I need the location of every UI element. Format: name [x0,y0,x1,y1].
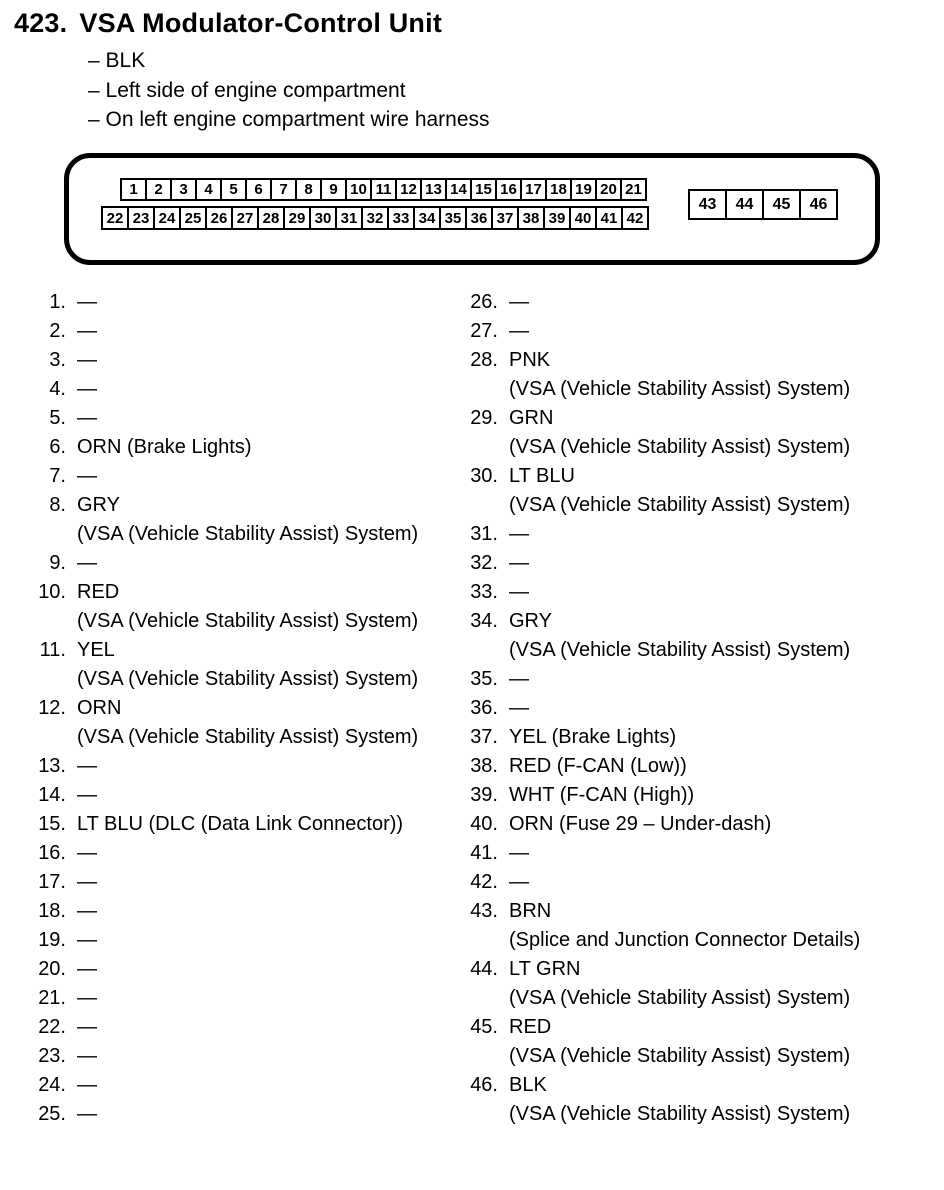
pin-number: 45. [470,1016,498,1038]
pin-circuit-description: (VSA (Vehicle Stability Assist) System) [77,610,419,632]
pin-wire-color: — [77,987,97,1009]
pin-wire-color: — [77,958,97,980]
pin-label [77,984,454,1013]
pin-label [77,955,454,984]
connector-pin-cell: 20 [595,178,622,201]
pin-number: 44. [470,958,498,980]
pin-number: 1. [49,291,66,313]
pin-entry [456,1071,940,1129]
connector-pin-cell: 27 [231,206,259,230]
connector-pin-cell: 4 [195,178,222,201]
pin-label [77,317,454,346]
pin-wire-color: BLK [509,1074,547,1096]
connector-pin-cell: 3 [170,178,197,201]
pin-label [77,868,454,897]
pin-number: 9. [49,552,66,574]
pin-number: 26. [470,291,498,313]
connector-pin-cell: 25 [179,206,207,230]
pin-entry [16,462,454,491]
connector-pin-cell: 30 [309,206,337,230]
pin-label [77,694,454,752]
pin-circuit-description: (VSA (Vehicle Stability Assist) System) [77,523,419,545]
pin-wire-color: — [77,755,97,777]
pin-entry [456,607,940,665]
pin-label [509,839,940,868]
pin-label [509,665,940,694]
pin-entry [16,868,454,897]
connector-pin-cell: 31 [335,206,363,230]
connector-pin-cell: 8 [295,178,322,201]
connector-pin-cell: 2 [145,178,172,201]
pin-wire-color: — [77,784,97,806]
pin-circuit-description: (VSA (Vehicle Stability Assist) System) [509,1103,851,1125]
pin-label [77,1042,454,1071]
pin-entry [456,810,940,839]
connector-pin-cell: 34 [413,206,441,230]
pin-label [77,491,454,549]
pin-label [77,781,454,810]
pin-label [509,520,940,549]
pin-wire-color: — [77,407,97,429]
pin-number: 6. [49,436,66,458]
pin-wire-color: — [509,668,529,690]
connector-pin-cell: 21 [620,178,647,201]
pin-entry [456,520,940,549]
pin-wire-color: ORN [77,697,122,719]
pin-circuit-description: (VSA (Vehicle Stability Assist) System) [509,639,851,661]
pin-number: 43. [470,900,498,922]
pin-label [77,346,454,375]
pin-number: 2. [49,320,66,342]
pin-entry [456,346,940,404]
pin-circuit-description: (VSA (Vehicle Stability Assist) System) [77,668,419,690]
pin-circuit-description: (VSA (Vehicle Stability Assist) System) [509,378,851,400]
pin-wire-color: LT BLU [509,465,575,487]
connector-pin-cell: 29 [283,206,311,230]
pin-wire-color: LT BLU (DLC (Data Link Connector)) [77,813,404,835]
pin-number: 8. [49,494,66,516]
pin-label [509,897,940,955]
pin-entry [16,1013,454,1042]
connector-row-top [120,178,647,201]
pin-label [509,1013,940,1071]
pin-entry [16,1100,454,1129]
pin-number: 39. [470,784,498,806]
pin-number: 14. [38,784,66,806]
pin-wire-color: RED [509,1016,552,1038]
pin-number: 20. [38,958,66,980]
pin-wire-color: — [77,552,97,574]
pin-label [77,1100,454,1129]
pin-number: 33. [470,581,498,603]
pin-entry [16,578,454,636]
pin-entry [16,694,454,752]
connector-pin-cell: 44 [725,189,764,220]
pin-entry [456,549,940,578]
connector-pin-cell: 22 [101,206,129,230]
pin-label [77,810,454,839]
pin-wire-color: BRN [509,900,552,922]
pin-entry [16,810,454,839]
connector-pin-cell: 41 [595,206,623,230]
connector-pin-cell: 23 [127,206,155,230]
pin-circuit-description: (VSA (Vehicle Stability Assist) System) [509,987,851,1009]
connector-pin-cell: 42 [621,206,649,230]
pin-number: 18. [38,900,66,922]
pin-number: 7. [49,465,66,487]
pin-label [77,752,454,781]
pin-number: 34. [470,610,498,632]
pin-entry [16,404,454,433]
connector-pin-cell: 16 [495,178,522,201]
pin-wire-color: — [509,581,529,603]
connector-pin-cell: 32 [361,206,389,230]
connector-pin-cell: 36 [465,206,493,230]
pin-entry [456,288,940,317]
pin-entry [16,346,454,375]
pin-wire-color: — [77,320,97,342]
pin-number: 30. [470,465,498,487]
pin-wire-color: — [77,378,97,400]
pin-number: 22. [38,1016,66,1038]
pin-number: 25. [38,1103,66,1125]
connector-pin-cell: 6 [245,178,272,201]
pin-number: 19. [38,929,66,951]
pin-circuit-description: (VSA (Vehicle Stability Assist) System) [509,1045,851,1067]
pin-label [509,810,940,839]
pin-entry [456,955,940,1013]
connector-pin-cell: 39 [543,206,571,230]
pin-wire-color: YEL (Brake Lights) [509,726,677,748]
pin-wire-color: — [77,871,97,893]
pin-wire-color: GRN [509,407,554,429]
pin-circuit-description: (VSA (Vehicle Stability Assist) System) [509,494,851,516]
pin-label [77,1013,454,1042]
connector-pin-cell: 33 [387,206,415,230]
pin-entry [456,868,940,897]
pin-entry [16,636,454,694]
pin-label [77,404,454,433]
connector-pin-cell: 26 [205,206,233,230]
pin-wire-color: — [77,465,97,487]
pin-entry [16,839,454,868]
pin-label [509,1071,940,1129]
pin-number: 12. [38,697,66,719]
pin-circuit-description: (VSA (Vehicle Stability Assist) System) [77,726,419,748]
pin-number: 11. [39,639,66,661]
pin-entry [16,781,454,810]
pin-wire-color: — [77,900,97,922]
pin-entry [16,897,454,926]
pin-entry [456,897,940,955]
connector-pin-cell: 38 [517,206,545,230]
pin-number: 37. [470,726,498,748]
pin-number: 23. [38,1045,66,1067]
connector-diagram [64,153,880,265]
pin-wire-color: — [77,842,97,864]
pin-list-left-column [16,288,454,1129]
pin-wire-color: PNK [509,349,551,371]
pin-label [509,462,940,520]
pin-entry [456,781,940,810]
pin-label [509,723,940,752]
pin-entry [16,1071,454,1100]
connector-pin-cell: 10 [345,178,372,201]
pin-entry [456,839,940,868]
connector-pin-cell: 28 [257,206,285,230]
pin-label [509,288,940,317]
pin-entry [16,926,454,955]
pin-wire-color: — [509,552,529,574]
pin-entry [456,665,940,694]
detail-line-color: – BLK [88,49,146,72]
pin-number: 5. [49,407,66,429]
connector-pin-cell: 14 [445,178,472,201]
pin-number: 15. [38,813,66,835]
pin-wire-color: — [509,697,529,719]
pin-number: 46. [470,1074,498,1096]
pin-wire-color: RED [77,581,120,603]
pin-wire-color: LT GRN [509,958,581,980]
pin-label [509,549,940,578]
pin-entry [456,1013,940,1071]
pin-entry [16,1042,454,1071]
connector-pin-cell: 35 [439,206,467,230]
pin-entry [16,984,454,1013]
detail-line-location: – Left side of engine compartment [88,78,406,102]
pin-label [77,549,454,578]
pin-entry [16,433,454,462]
pin-number: 38. [470,755,498,777]
pin-wire-color: ORN (Fuse 29 – Under-dash) [509,813,772,835]
connector-pin-cell: 37 [491,206,519,230]
location-details [88,46,490,135]
pin-wire-color: — [77,349,97,371]
pin-label [77,926,454,955]
pin-number: 35. [470,668,498,690]
pin-entry [16,491,454,549]
pin-label [509,955,940,1013]
pin-entry [456,578,940,607]
pin-wire-color: — [509,871,529,893]
pin-wire-color: — [77,1103,97,1125]
pin-label [509,694,940,723]
connector-pin-cell: 46 [799,189,838,220]
pin-wire-color: GRY [509,610,552,632]
connector-pin-cell: 7 [270,178,297,201]
pin-wire-color: — [77,1016,97,1038]
pin-label [77,462,454,491]
connector-pin-cell: 40 [569,206,597,230]
pin-number: 17. [38,871,66,893]
pin-number: 13. [38,755,66,777]
pin-label [509,317,940,346]
pin-wire-color: WHT (F-CAN (High)) [509,784,695,806]
connector-pin-cell: 45 [762,189,801,220]
pin-number: 27. [470,320,498,342]
pin-wire-color: — [77,1045,97,1067]
connector-pin-cell: 18 [545,178,572,201]
pin-wire-color: — [509,523,529,545]
pin-label [77,636,454,694]
pin-label [77,288,454,317]
pin-label [77,839,454,868]
pin-wire-color: — [509,291,529,313]
connector-pin-cell: 13 [420,178,447,201]
connector-group-43-46 [688,189,838,220]
pin-number: 4. [49,378,66,400]
pin-circuit-description: (VSA (Vehicle Stability Assist) System) [509,436,851,458]
pin-number: 21. [38,987,66,1009]
pin-entry [16,549,454,578]
pin-wire-color: — [77,929,97,951]
pin-wire-color: — [509,320,529,342]
connector-pin-cell: 15 [470,178,497,201]
section-heading [14,8,442,39]
pin-entry [456,694,940,723]
connector-pin-cell: 9 [320,178,347,201]
pin-number: 24. [38,1074,66,1096]
pin-label [509,607,940,665]
pin-number: 32. [470,552,498,574]
pin-entry [456,462,940,520]
pin-wire-color: — [509,842,529,864]
pin-entry [16,288,454,317]
pin-entry [16,752,454,781]
pin-number: 31. [470,523,498,545]
pin-wire-color: YEL [77,639,115,661]
pin-label [509,752,940,781]
pin-entry [456,752,940,781]
pin-label [77,433,454,462]
connector-pin-cell: 1 [120,178,147,201]
pin-number: 3. [49,349,66,371]
pin-number: 36. [470,697,498,719]
pin-label [509,346,940,404]
connector-pin-cell: 24 [153,206,181,230]
pin-number: 10. [38,581,66,603]
pin-number: 41. [470,842,498,864]
pin-entry [456,723,940,752]
pin-wire-color: ORN (Brake Lights) [77,436,252,458]
section-number: 423. [14,8,68,38]
pin-label [77,897,454,926]
pin-wire-color: RED (F-CAN (Low)) [509,755,687,777]
pin-number: 40. [470,813,498,835]
pin-entry [16,955,454,984]
pin-label [509,578,940,607]
pin-number: 16. [38,842,66,864]
connector-pin-cell: 5 [220,178,247,201]
pin-wire-color: — [77,1074,97,1096]
page-title: VSA Modulator-Control Unit [79,8,443,38]
pin-label [77,1071,454,1100]
connector-pin-cell: 12 [395,178,422,201]
pin-entry [456,317,940,346]
pin-number: 29. [470,407,498,429]
connector-row-bottom [101,206,649,230]
connector-pin-cell: 11 [370,178,397,201]
pin-label [77,578,454,636]
pin-entry [456,404,940,462]
detail-line-harness: – On left engine compartment wire harness [88,108,490,131]
pin-wire-color: GRY [77,494,120,516]
pin-circuit-description: (Splice and Junction Connector Details) [509,929,861,951]
connector-pin-cell: 19 [570,178,597,201]
pin-label [77,375,454,404]
pin-label [509,868,940,897]
pin-number: 42. [470,871,498,893]
pin-list-right-column [456,288,940,1129]
pin-number: 28. [470,349,498,371]
pin-label [509,404,940,462]
pin-entry [16,375,454,404]
connector-pin-cell: 17 [520,178,547,201]
pin-wire-color: — [77,291,97,313]
connector-pin-cell: 43 [688,189,727,220]
pin-label [509,781,940,810]
pin-entry [16,317,454,346]
